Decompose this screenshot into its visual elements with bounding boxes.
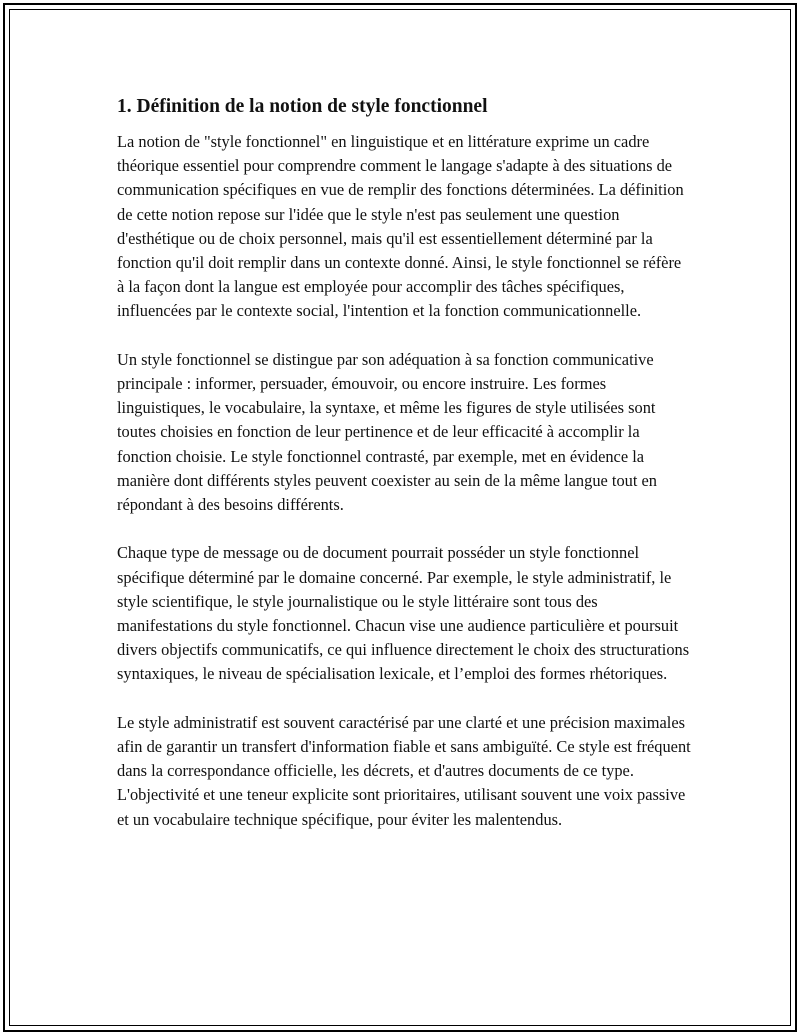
document-body [117,93,692,856]
paragraph-3: Chaque type de message ou de document pourrait posséder un style fonctionnel spécifique déterminé par le domaine concerné. Par exemple, le style administratif, le style scientifique, le style journalistique ou le style littéraire sont tous des manifestations du style fonctionnel. Chacun vise une audience particulière et poursuit divers objectifs communicatifs, ce qui influence directement le choix des structurations syntaxiques, le niveau de spécialisation lexicale, et l’emploi des formes rhétoriques. [117,543,690,684]
paragraph-4: Le style administratif est souvent caractérisé par une clarté et une précision maximales afin de garantir un transfert d'information fiable et sans ambiguïté. Ce style est fréquent dans la correspondance officielle, les décrets, et d'autres documents de ce type. L'objectivité et une teneur explicite sont prioritaires, utilisant souvent une voix passive et un vocabulaire technique spécifique, pour éviter les malentendus. [117,712,691,829]
paragraph-2: Un style fonctionnel se distingue par son adéquation à sa fonction communicative principale : informer, persuader, émouvoir, ou encore instruire. Les formes linguistiques, le vocabulaire, la syntaxe, et même les figures de style utilisées sont toutes choisies en fonction de leur pertinence et de leur efficacité à accomplir la fonction choisie. Le style fonctionnel contrasté, par exemple, met en évidence la manière dont différents styles peuvent coexister au sein de la même langue tout en répondant à des besoins différents. [117,349,657,515]
section-heading: 1. Définition de la notion de style fonctionnel [117,96,488,117]
paragraph-1: La notion de "style fonctionnel" en linguistique et en littérature exprime un cadre théorique essentiel pour comprendre comment le langage s'adapte à des situations de communication spécifiques en vue de remplir des fonctions déterminées. La définition de cette notion repose sur l'idée que le style n'est pas seulement une question d'esthétique ou de choix personnel, mais qu'il est essentiellement déterminé par la fonction qu'il doit remplir dans un contexte donné. Ainsi, le style fonctionnel se réfère à la façon dont la langue est employée pour accomplir des tâches spécifiques, influencées par le contexte social, l'intention et la fonction communicationnelle. [117,132,684,321]
